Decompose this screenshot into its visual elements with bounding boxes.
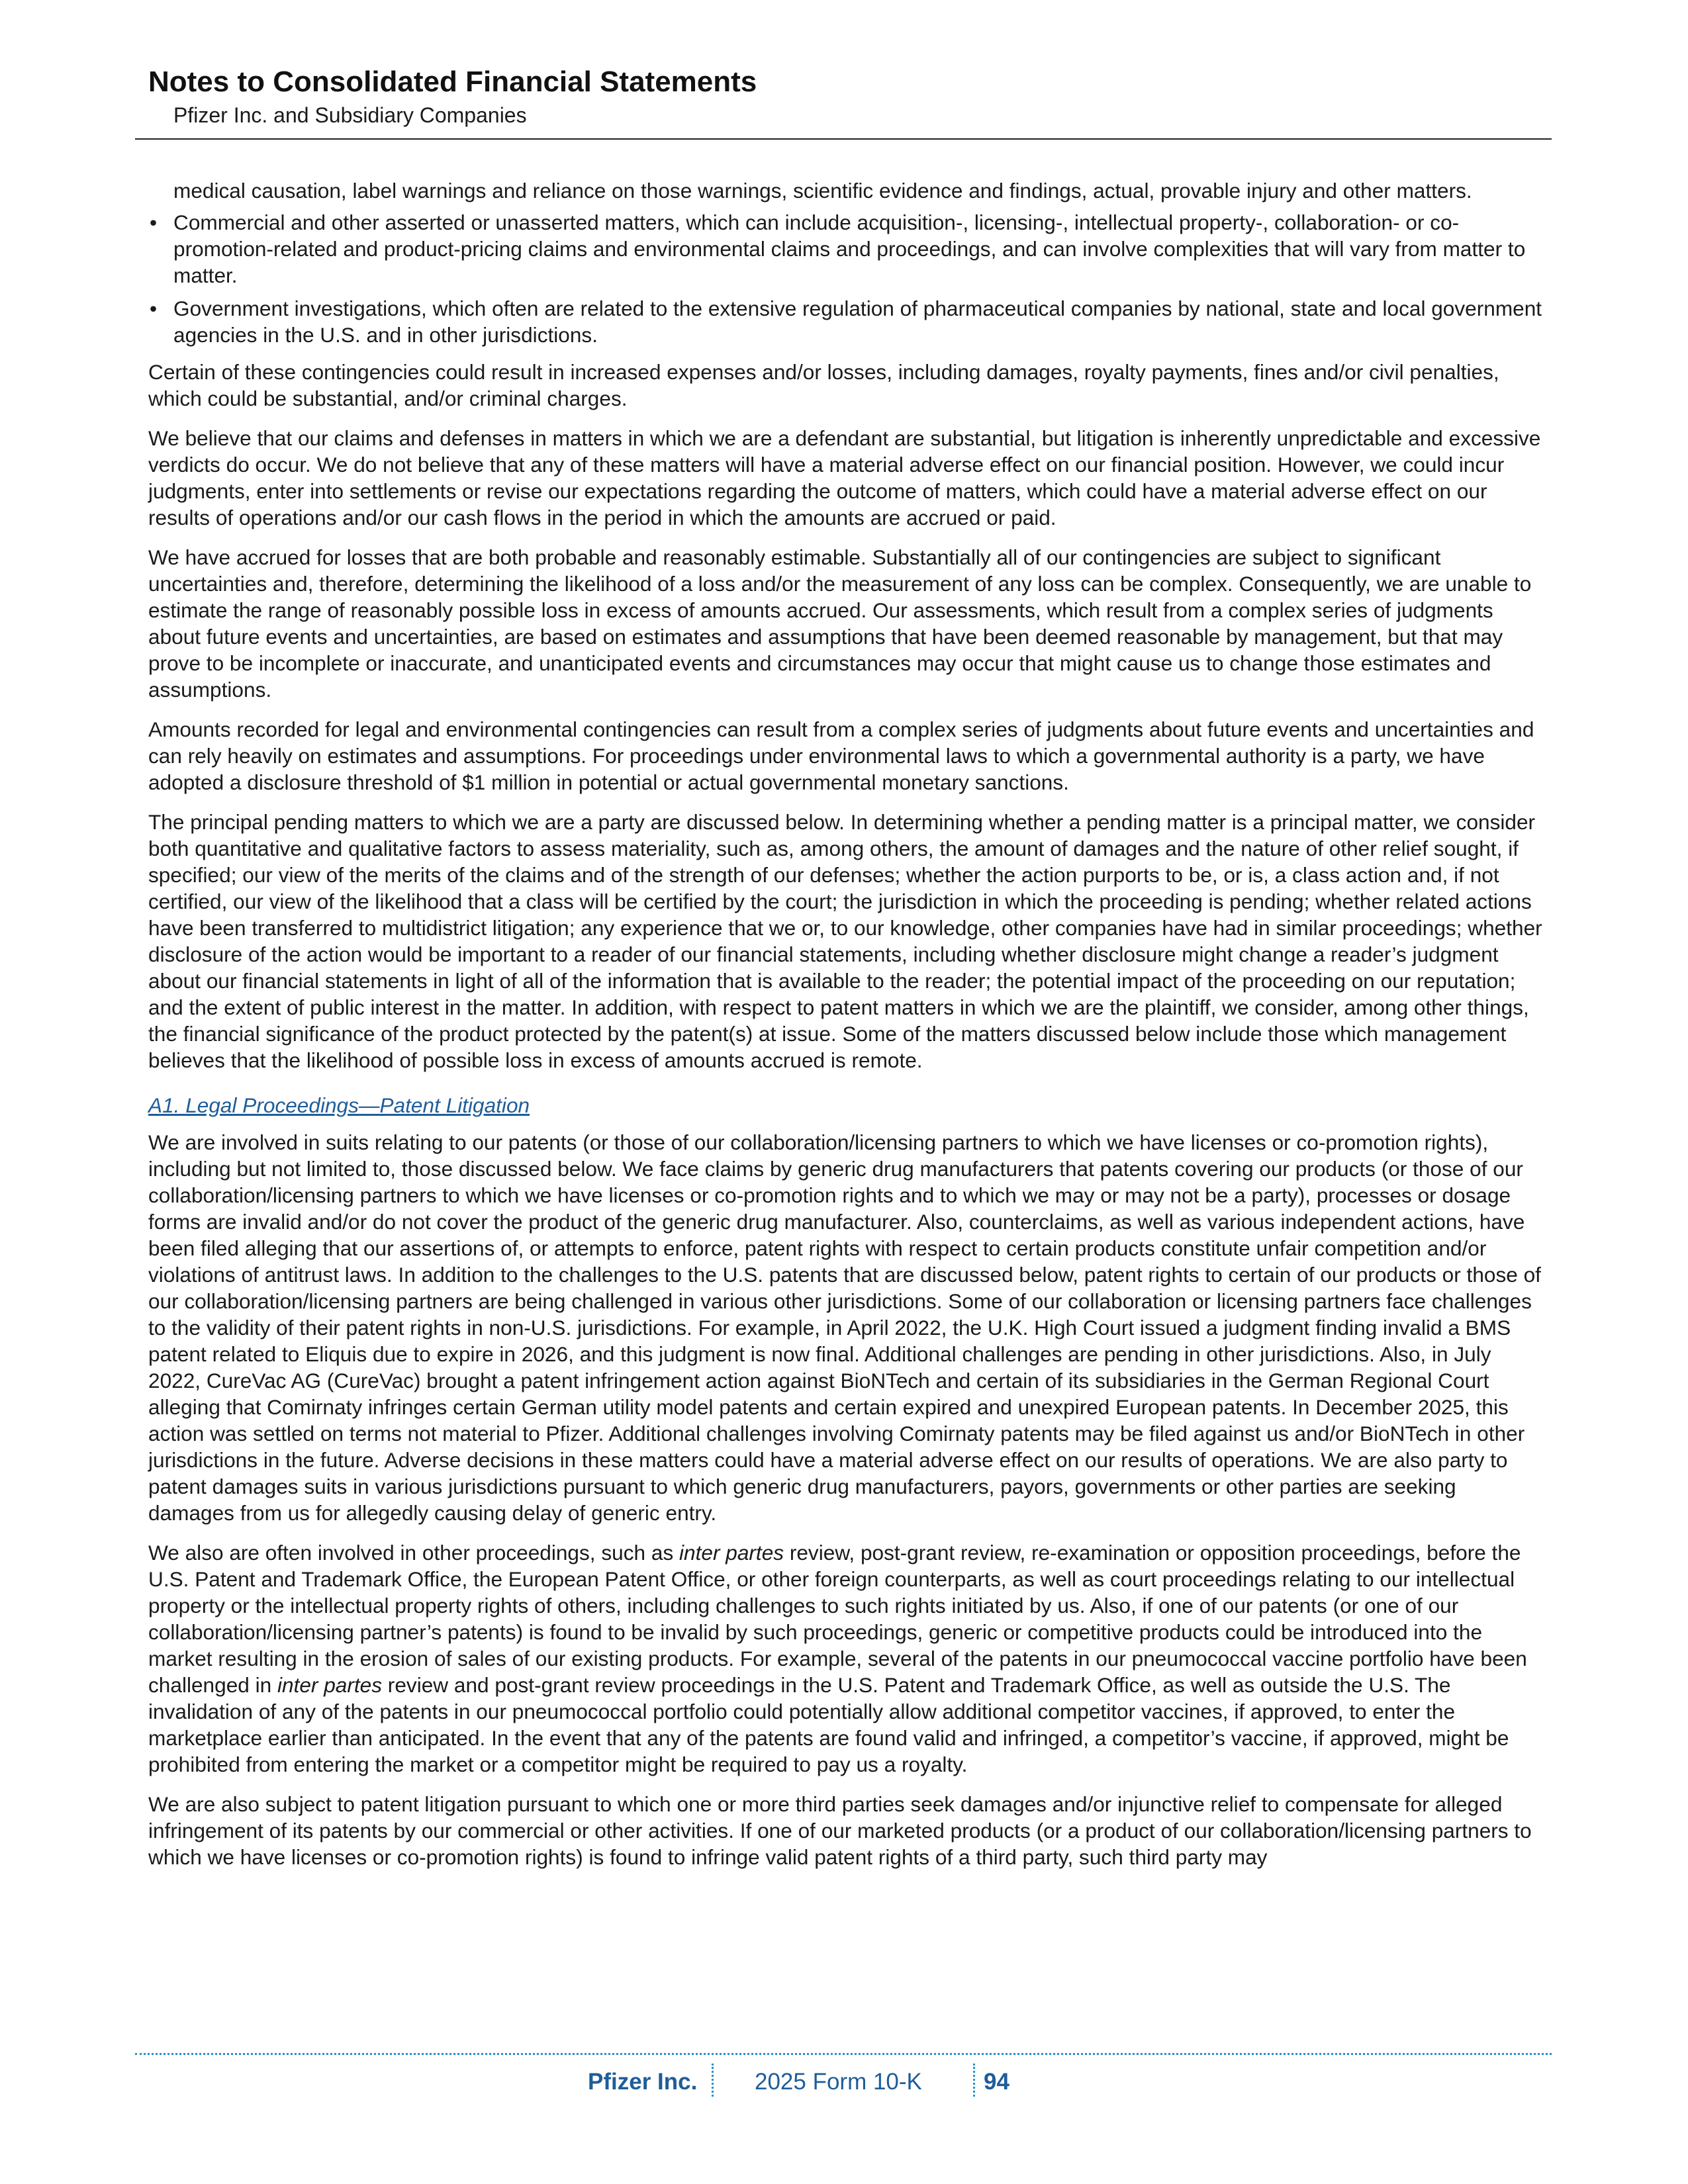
page-header: [148, 64, 1552, 130]
footer-divider: [135, 2053, 1552, 2055]
text-run: We also are often involved in other proceedings, such as: [148, 1541, 680, 1565]
list-item: [148, 209, 1545, 289]
paragraph: We are also subject to patent litigation pursuant to which one or more third parties seek damages and/or injunctive relief to compensate for alleged infringement of its patents by our commercial or other activities. If one of our marketed products (or a product of our collaboration/licensing partners to which we have licenses or co-promotion rights) is found to infringe valid patent rights of a third party, such third party may: [148, 1792, 1532, 1869]
text-run: review, post-grant review, re-examination or opposition proceedings, before the U.S. Patent and Trademark Office, the European Patent Office, or other foreign counterparts, as well as court proceedings relating to our intellectual property or the intellectual property rights of others, including challenges to such rights initiated by us. Also, if one of our patents (or one of our collaboration/licensing partner’s patents) is found to be invalid by such proceedings, generic or competitive products could be introduced into the market resulting in the erosion of sales of our existing products. For example, several of the patents in our pneumococcal vaccine portfolio have been challenged in: [148, 1541, 1527, 1697]
list-item: [148, 295, 1545, 348]
bullet-list: [148, 209, 1545, 348]
paragraph: We are involved in suits relating to our patents (or those of our collaboration/licensing partners to which we have licenses or co-promotion rights), including but not limited to, those discussed below. We face claims by generic drug manufacturers that patents covering our products (or those of our collaboration/licensing partners to which we have licenses or co-promotion rights and to which we may or may not be a party), processes or dosage forms are invalid and/or do not cover the product of the generic drug manufacturer. Also, counterclaims, as well as various independent actions, have been filed alleging that our assertions of, or attempts to enforce, patent rights with respect to certain products constitute unfair competition and/or violations of antitrust laws. In addition to the challenges to the U.S. patents that are discussed below, patent rights to certain of our products or those of our collaboration/licensing partners are being challenged in various other jurisdictions. Some of our collaboration or licensing partners face challenges to the validity of their patent rights in non-U.S. jurisdictions. For example, in April 2022, the U.K. High Court issued a judgment finding invalid a BMS patent related to Eliquis due to expire in 2026, and this judgment is now final. Additional challenges are pending in other jurisdictions. Also, in July 2022, CureVac AG (CureVac) brought a patent infringement action against BioNTech and certain of its subsidiaries in the German Regional Court alleging that Comirnaty infringes certain German utility model patents and certain expired and unexpired European patents. In December 2025, this action was settled on terms not material to Pfizer. Additional challenges involving Comirnaty patents may be filed against us and/or BioNTech in other jurisdictions in the future. Adverse decisions in these matters could have a material adverse effect on our results of operations. We are also party to patent damages suits in various jurisdictions pursuant to which generic drug manufacturers, payors, governments or other parties are seeking damages from us for allegedly causing delay of generic entry.: [148, 1130, 1541, 1525]
list-item-text: Commercial and other asserted or unasserted matters, which can include acquisition-, licensing-, intellectual property-, collaboration- or co-promotion-related and product-pricing claims and environmental claims and proceedings, and can involve complexities that will vary from matter to matter.: [173, 210, 1526, 287]
footer-separator: [973, 2064, 975, 2097]
paragraph: We have accrued for losses that are both probable and reasonably estimable. Substantially all of our contingencies are subject to significant uncertainties and, therefore, determining the likelihood of a loss and/or the measurement of any loss can be complex. Consequently, we are unable to estimate the range of reasonably possible loss in excess of amounts accrued. Our assessments, which result from a complex series of judgments about future events and uncertainties, are based on estimates and assumptions that have been deemed reasonable by management, but that may prove to be incomplete or inaccurate, and unanticipated events and circumstances may occur that might cause us to change those estimates and assumptions.: [148, 545, 1532, 702]
main-content: [148, 177, 1545, 1884]
bullet-icon: •: [150, 210, 158, 234]
italic-term: inter partes: [277, 1673, 383, 1697]
continuation-paragraph: medical causation, label warnings and reliance on those warnings, scientific evidence and findings, actual, provable injury and other matters.: [173, 179, 1472, 203]
page-number: 94: [984, 2069, 1009, 2095]
italic-term: inter partes: [679, 1541, 784, 1565]
section-heading-link[interactable]: A1. Legal Proceedings—Patent Litigation: [148, 1093, 530, 1117]
paragraph: Certain of these contingencies could result in increased expenses and/or losses, including damages, royalty payments, fines and/or civil penalties, which could be substantial, and/or criminal charges.: [148, 360, 1499, 410]
list-item-text: Government investigations, which often are related to the extensive regulation of pharmaceutical companies by national, state and local government agencies in the U.S. and in other jurisdictions.: [173, 296, 1542, 347]
footer-company-name: Pfizer Inc.: [588, 2069, 698, 2095]
footer-separator: [712, 2064, 714, 2097]
document-subtitle: Pfizer Inc. and Subsidiary Companies: [173, 103, 527, 127]
paragraph: The principal pending matters to which we are a party are discussed below. In determining whether a pending matter is a principal matter, we consider both quantitative and qualitative factors to assess materiality, such as, among others, the amount of damages and the nature of other relief sought, if specified; our view of the merits of the claims and of the strength of our defenses; whether the action purports to be, or is, a class action and, if not certified, our view of the likelihood that a class will be certified by the court; the jurisdiction in which the proceeding is pending; whether related actions have been transferred to multidistrict litigation; any experience that we or, to our knowledge, other companies have had in similar proceedings; whether disclosure of the action would be important to a reader of our financial statements, including whether disclosure might change a reader’s judgment about our financial statements in light of all of the information that is available to the reader; the potential impact of the proceeding on our reputation; and the extent of public interest in the matter. In addition, with respect to patent matters in which we are the plaintiff, we consider, among other things, the financial significance of the product protected by the patent(s) at issue. Some of the matters discussed below include those which management believes that the likelihood of possible loss in excess of amounts accrued is remote.: [148, 810, 1542, 1072]
page-footer: [0, 2060, 1688, 2099]
text-run: review and post-grant review proceedings in the U.S. Patent and Trademark Office, as well as outside the U.S. The invalidation of any of the patents in our pneumococcal portfolio could potentially allow additional competitor vaccines, if approved, to enter the marketplace earlier than anticipated. In the event that any of the patents are found valid and infringed, a competitor’s vaccine, if approved, might be prohibited from entering the market or a competitor might be required to pay us a royalty.: [148, 1673, 1509, 1776]
footer-form-label: 2025 Form 10-K: [755, 2069, 922, 2095]
paragraph: [148, 1539, 1545, 1778]
header-divider: [135, 138, 1552, 140]
paragraph: We believe that our claims and defenses in matters in which we are a defendant are substantial, but litigation is inherently unpredictable and excessive verdicts do occur. We do not believe that any of these matters will have a material adverse effect on our financial position. However, we could incur judgments, enter into settlements or revise our expectations regarding the outcome of matters, which could have a material adverse effect on our results of operations and/or our cash flows in the period in which the amounts are accrued or paid.: [148, 426, 1541, 529]
bullet-icon: •: [150, 296, 158, 320]
document-title: Notes to Consolidated Financial Statements: [148, 66, 757, 98]
paragraph: Amounts recorded for legal and environmental contingencies can result from a complex series of judgments about future events and uncertainties and can rely heavily on estimates and assumptions. For proceedings under environmental laws to which a governmental authority is a party, we have adopted a disclosure threshold of $1 million in potential or actual governmental monetary sanctions.: [148, 717, 1534, 794]
